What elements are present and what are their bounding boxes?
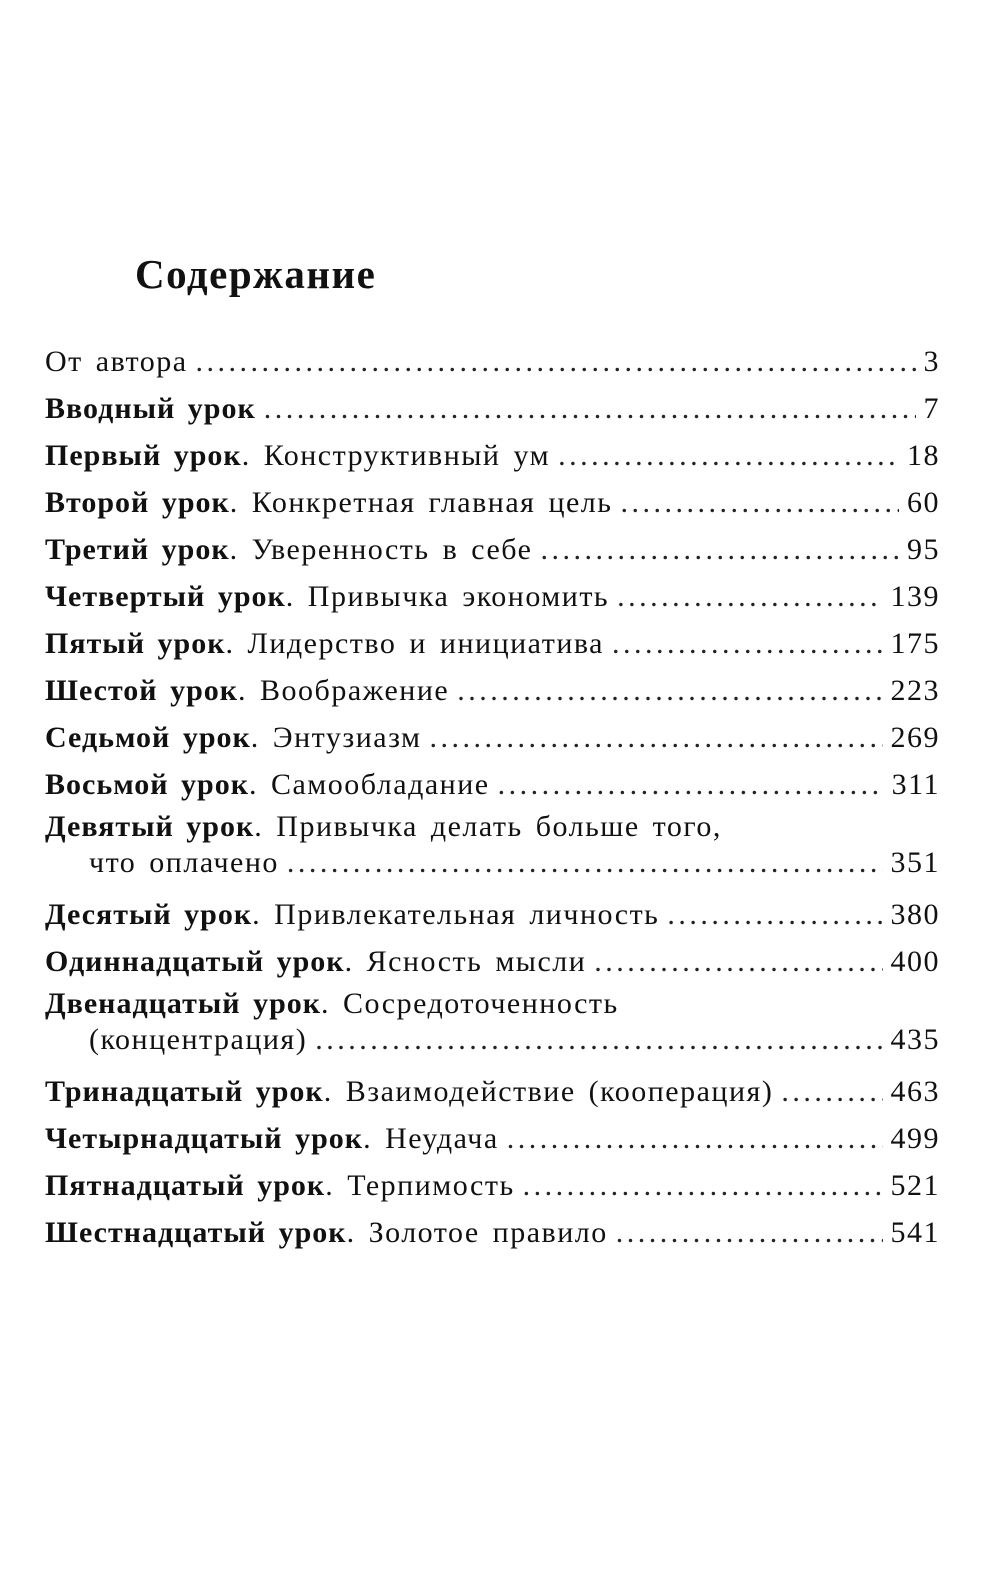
dot-leader: [616, 1209, 883, 1256]
lesson-label: Четырнадцатый урок: [45, 1122, 364, 1155]
lesson-topic: . Воображение: [238, 674, 450, 707]
lesson-label: Шестнадцатый урок: [45, 1216, 347, 1249]
lesson-label: Восьмой урок: [45, 768, 249, 801]
page-number: 541: [890, 1216, 940, 1249]
toc-list: [45, 338, 940, 1256]
page-number: 463: [890, 1075, 940, 1108]
entry-title: [45, 1162, 515, 1209]
page-number: 175: [890, 627, 940, 660]
page-number: 435: [890, 1023, 940, 1056]
entry-title: [45, 1068, 773, 1115]
entry-title: [45, 1115, 499, 1162]
entry-title: [45, 620, 604, 667]
page-number: 139: [890, 580, 940, 613]
entry-title: [45, 479, 612, 526]
lesson-label: Одиннадцатый урок: [45, 945, 345, 978]
toc-entry[interactable]: [45, 1162, 940, 1209]
lesson-topic: . Взаимодействие (кооперация): [323, 1075, 774, 1108]
lesson-label: Третий урок: [45, 533, 230, 566]
dot-leader: [523, 1162, 883, 1209]
page-number: 223: [890, 674, 940, 707]
page-title: Содержание: [135, 251, 377, 297]
entry-title: От автора: [45, 345, 188, 378]
lesson-topic: . Конструктивный ум: [241, 439, 551, 472]
lesson-label: Девятый урок: [45, 810, 255, 843]
entry-title: [45, 573, 609, 620]
lesson-label: Четвертый урок: [45, 580, 286, 613]
lesson-topic: . Лидерство и инициатива: [225, 627, 604, 660]
lesson-topic: . Сосредоточенность: [321, 987, 619, 1020]
page-number: 18: [907, 439, 940, 472]
entry-title: [45, 714, 422, 761]
page-number: 60: [907, 486, 940, 519]
entry-title: [45, 808, 722, 845]
toc-entry[interactable]: [45, 432, 940, 479]
lesson-topic: . Самообладание: [248, 768, 490, 801]
lesson-topic: . Привлекательная личность: [252, 898, 660, 931]
entry-title: [45, 985, 619, 1022]
page-number: 380: [890, 898, 940, 931]
page-number: 95: [907, 533, 940, 566]
lesson-label: Седьмой урок: [45, 721, 251, 754]
lesson-topic: . Энтузиазм: [250, 721, 422, 754]
toc-entry[interactable]: [45, 385, 940, 432]
lesson-topic: . Конкретная главная цель: [229, 486, 613, 519]
page-number: 351: [890, 846, 940, 879]
toc-entry[interactable]: [45, 985, 940, 1058]
dot-leader: [196, 338, 916, 385]
toc-entry[interactable]: [45, 1209, 940, 1256]
dot-leader: [617, 573, 882, 620]
toc-entry[interactable]: [45, 573, 940, 620]
toc-entry[interactable]: [45, 526, 940, 573]
dot-leader: [594, 938, 882, 985]
toc-entry[interactable]: [45, 714, 940, 761]
page-number: 269: [890, 721, 940, 754]
lesson-topic: . Привычка экономить: [285, 580, 610, 613]
entry-title: [45, 891, 659, 938]
dot-leader: [667, 891, 882, 938]
page-number: 3: [923, 345, 940, 378]
entry-title: [45, 526, 532, 573]
dot-leader: [264, 385, 916, 432]
toc-entry[interactable]: [45, 667, 940, 714]
lesson-topic: . Терпимость: [325, 1169, 515, 1202]
dot-leader: [781, 1068, 882, 1115]
dot-leader: [620, 479, 899, 526]
dot-leader: [287, 845, 883, 881]
lesson-topic: . Неудача: [363, 1122, 499, 1155]
lesson-label: Тринадцатый урок: [45, 1075, 324, 1108]
toc-entry[interactable]: [45, 338, 940, 385]
entry-continuation: (концентрация): [89, 1023, 308, 1056]
lesson-topic: . Привычка делать больше того,: [254, 810, 722, 843]
page-number: 499: [890, 1122, 940, 1155]
entry-title: [45, 432, 550, 479]
toc-entry[interactable]: [45, 1115, 940, 1162]
entry-title: [45, 761, 490, 808]
dot-leader: [558, 432, 899, 479]
lesson-label: Шестой урок: [45, 674, 239, 707]
entry-title: [45, 938, 586, 985]
toc-entry[interactable]: [45, 891, 940, 938]
entry-title: [45, 667, 449, 714]
dot-leader: [457, 667, 882, 714]
lesson-label: Вводный урок: [45, 392, 256, 425]
entry-title: [45, 385, 256, 432]
toc-entry[interactable]: [45, 1068, 940, 1115]
entry-continuation: что оплачено: [89, 846, 279, 879]
lesson-label: Пятнадцатый урок: [45, 1169, 326, 1202]
dot-leader: [612, 620, 883, 667]
page-number: 400: [890, 945, 940, 978]
lesson-label: Второй урок: [45, 486, 230, 519]
dot-leader: [498, 761, 884, 808]
dot-leader: [507, 1115, 883, 1162]
lesson-label: Пятый урок: [45, 627, 226, 660]
toc-entry[interactable]: [45, 938, 940, 985]
entry-title: [45, 1209, 608, 1256]
lesson-label: Десятый урок: [45, 898, 253, 931]
dot-leader: [540, 526, 899, 573]
dot-leader: [315, 1022, 882, 1058]
dot-leader: [430, 714, 883, 761]
lesson-label: Двенадцатый урок: [45, 987, 322, 1020]
page-number: 7: [923, 392, 940, 425]
toc-entry[interactable]: [45, 479, 940, 526]
page-number: 521: [890, 1169, 940, 1202]
toc-entry[interactable]: [45, 761, 940, 808]
lesson-topic: . Ясность мысли: [344, 945, 587, 978]
toc-entry[interactable]: [45, 808, 940, 881]
lesson-topic: . Золотое правило: [346, 1216, 608, 1249]
lesson-label: Первый урок: [45, 439, 242, 472]
page-number: 311: [891, 768, 940, 801]
lesson-topic: . Уверенность в себе: [229, 533, 533, 566]
toc-entry[interactable]: [45, 620, 940, 667]
